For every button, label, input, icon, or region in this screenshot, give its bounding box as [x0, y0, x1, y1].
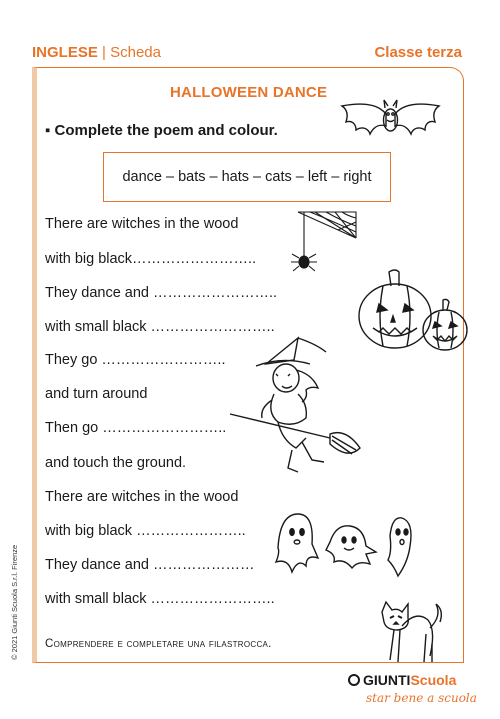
poem-line: They go ……………………..	[45, 352, 226, 368]
publisher-logo	[348, 672, 456, 688]
word-bank-text: dance – bats – hats – cats – left – right	[122, 169, 372, 185]
witch-icon	[226, 330, 361, 492]
logo-brand: GIUNTI	[363, 672, 411, 688]
page-title: HALLOWEEN DANCE	[170, 84, 328, 101]
logo-tagline: star bene a scuola	[366, 691, 477, 705]
poem-line: There are witches in the wood	[45, 216, 239, 232]
cat-icon	[376, 600, 446, 670]
poem-line: Then go ……………………..	[45, 420, 227, 436]
poem-line: and turn around	[45, 386, 148, 402]
header-subject	[32, 44, 161, 61]
subject-label: INGLESE	[32, 44, 98, 61]
pumpkin-icon	[355, 266, 470, 358]
ghost-icon	[266, 506, 416, 586]
poem-line: with small black ……………………..	[45, 591, 275, 607]
copyright-notice: © 2021 Giunti Scuola S.r.l. Firenze	[10, 544, 19, 660]
spider-icon	[290, 210, 360, 278]
poem-line: with big black……………………..	[45, 251, 257, 267]
sheet-label: Scheda	[110, 44, 161, 61]
word-bank	[103, 152, 391, 202]
poem-line: with big black …………………..	[45, 523, 246, 539]
poem-line: with small black ……………………..	[45, 319, 275, 335]
header-separator: |	[102, 44, 106, 61]
poem-line: There are witches in the wood	[45, 489, 239, 505]
bat-icon	[338, 96, 443, 144]
footer-caption: Comprendere e completare una filastrocca.	[45, 638, 272, 650]
poem-line: They dance and …………………	[45, 557, 255, 573]
logo-mark-icon	[348, 674, 360, 686]
poem-line: and touch the ground.	[45, 455, 187, 471]
instruction: ▪ Complete the poem and colour.	[45, 122, 278, 139]
grade-label: Classe terza	[374, 44, 462, 61]
poem-line: They dance and ……………………..	[45, 285, 278, 301]
logo-brand-suffix: Scuola	[410, 672, 457, 688]
